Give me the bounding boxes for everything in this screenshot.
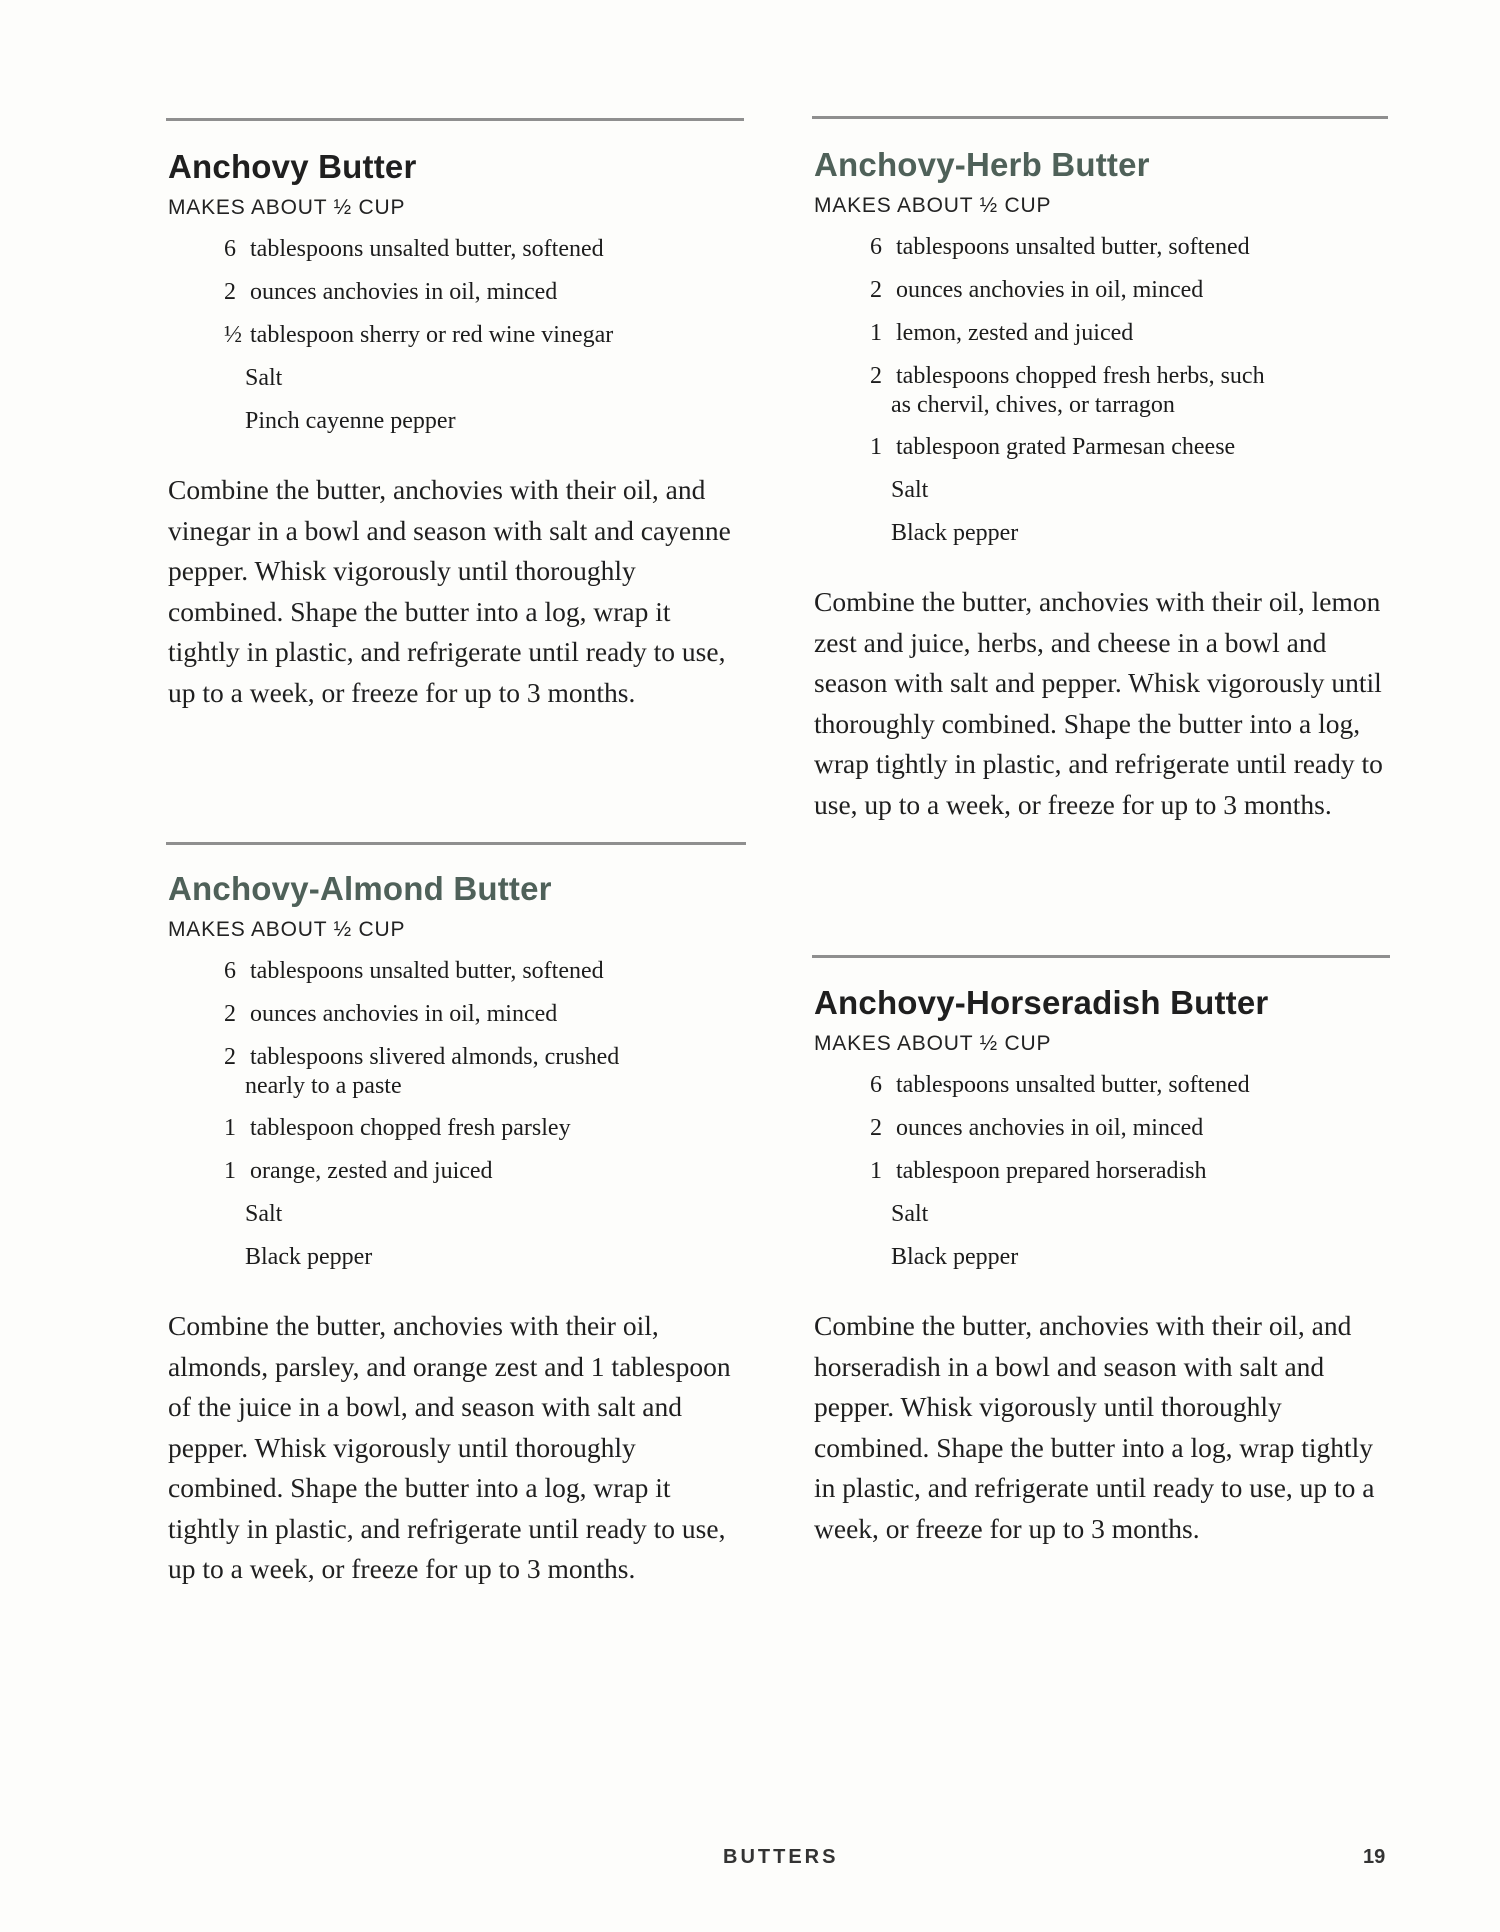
recipe-title: Anchovy Butter: [168, 148, 417, 185]
ingredient-item: 6 tablespoons unsalted butter, softened: [224, 958, 604, 984]
ingredient-list: [166, 234, 744, 436]
ingredient-item: 2 ounces anchovies in oil, minced: [870, 1115, 1204, 1141]
ingredient-item: 2 ounces anchovies in oil, minced: [224, 1001, 558, 1027]
ingredient-item: Salt: [245, 1201, 283, 1227]
ingredient-item: 2 tablespoons chopped fresh herbs, such as chervil, chives, or tarragon: [870, 363, 1265, 418]
ingredient-item: 1 tablespoon prepared horseradish: [870, 1158, 1207, 1184]
recipe-anchovy-herb-butter: [812, 116, 1388, 825]
ingredient-item: 1 lemon, zested and juiced: [870, 320, 1134, 346]
ingredient-list: [812, 1070, 1390, 1272]
recipe-anchovy-horseradish-butter: [812, 955, 1390, 1549]
ingredient-list: [812, 232, 1388, 548]
ingredient-item: 2 tablespoons slivered almonds, crushed nearly to a paste: [224, 1044, 620, 1099]
section-divider: [166, 842, 746, 845]
ingredient-item: 6 tablespoons unsalted butter, softened: [224, 236, 604, 262]
ingredient-item: Black pepper: [891, 520, 1019, 546]
ingredient-item: Salt: [245, 365, 283, 391]
ingredient-item: 6 tablespoons unsalted butter, softened: [870, 234, 1250, 260]
running-footer-section: BUTTERS: [723, 1846, 839, 1868]
recipe-title: Anchovy-Herb Butter: [814, 146, 1150, 183]
recipe-method: Combine the butter, anchovies with their oil, almonds, parsley, and orange zest and 1 tablespoon of the juice in a bowl, and season with salt and pepper. Whisk vigorously until thoroughly combined. Shape the butter into a log, wrap it tightly in plastic, and refrigerate until ready to use, up to a week, or freeze for up to 3 months.: [168, 1310, 731, 1584]
recipe-method: Combine the butter, anchovies with their oil, and vinegar in a bowl and season with salt and cayenne pepper. Whisk vigorously until thoroughly combined. Shape the butter into a log, wrap it tightly in plastic, and refrigerate until ready to use, up to a week, or freeze for up to 3 months.: [168, 474, 731, 708]
ingredient-item: 2 ounces anchovies in oil, minced: [224, 279, 558, 305]
recipe-yield: MAKES ABOUT ½ CUP: [814, 194, 1052, 217]
page-number: 19: [1363, 1846, 1386, 1868]
ingredient-list: [166, 956, 746, 1272]
ingredient-item: ½ tablespoon sherry or red wine vinegar: [224, 322, 614, 348]
ingredient-item: 6 tablespoons unsalted butter, softened: [870, 1072, 1250, 1098]
recipe-title: Anchovy-Horseradish Butter: [814, 984, 1269, 1021]
recipe-title: Anchovy-Almond Butter: [168, 870, 552, 907]
ingredient-item: Salt: [891, 1201, 929, 1227]
recipe-anchovy-almond-butter: [166, 842, 746, 1590]
ingredient-item: 1 orange, zested and juiced: [224, 1158, 493, 1184]
section-divider: [166, 118, 744, 121]
section-divider: [812, 116, 1388, 119]
recipe-yield: MAKES ABOUT ½ CUP: [168, 918, 406, 941]
section-divider: [812, 955, 1390, 958]
ingredient-item: Pinch cayenne pepper: [245, 408, 456, 434]
recipe-method: Combine the butter, anchovies with their oil, lemon zest and juice, herbs, and cheese in a bowl and season with salt and pepper. Whisk vigorously until thoroughly combined. Shape the butter into a log, wrap tightly in plastic, and refrigerate until ready to use, up to a week, or freeze for up to 3 months.: [814, 586, 1383, 820]
ingredient-item: 1 tablespoon grated Parmesan cheese: [870, 434, 1236, 460]
recipe-method: Combine the butter, anchovies with their oil, and horseradish in a bowl and season with salt and pepper. Whisk vigorously until thoroughly combined. Shape the butter into a log, wrap tightly in plastic, and refrigerate until ready to use, up to a week, or freeze for up to 3 months.: [814, 1310, 1375, 1544]
ingredient-item: 2 ounces anchovies in oil, minced: [870, 277, 1204, 303]
recipe-yield: MAKES ABOUT ½ CUP: [814, 1032, 1052, 1055]
ingredient-item: Black pepper: [245, 1244, 373, 1270]
recipe-yield: MAKES ABOUT ½ CUP: [168, 196, 406, 219]
ingredient-item: 1 tablespoon chopped fresh parsley: [224, 1115, 571, 1141]
recipe-anchovy-butter: [166, 118, 744, 713]
ingredient-item: Black pepper: [891, 1244, 1019, 1270]
ingredient-item: Salt: [891, 477, 929, 503]
